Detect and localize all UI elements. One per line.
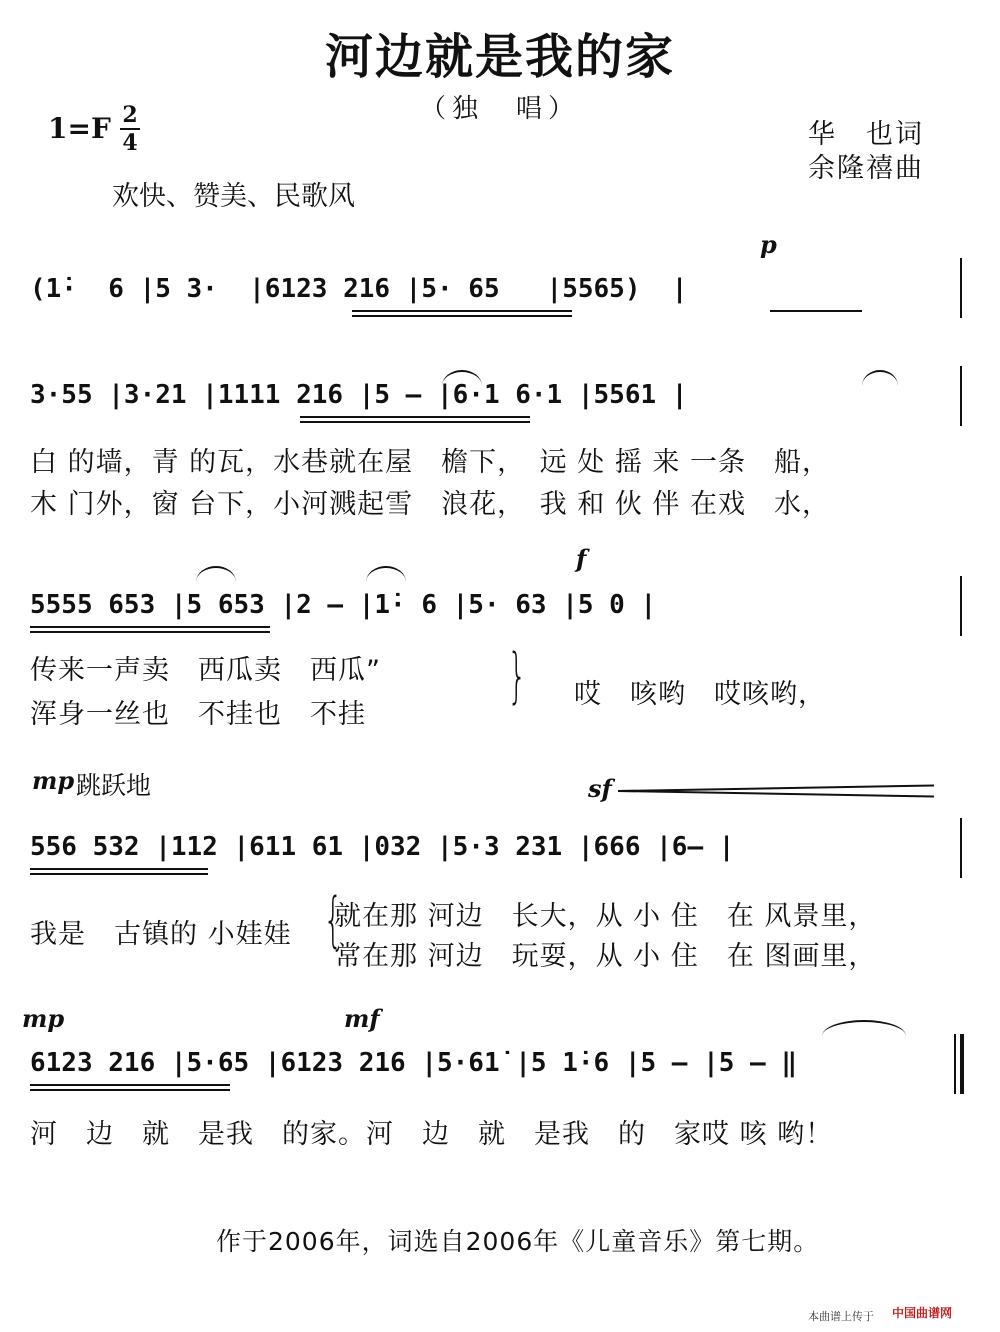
notation-line: 3·55 |3·21 |1111 216 |5 – |6·1 6·1 |5561 | bbox=[30, 380, 688, 410]
dynamic-mark: p bbox=[760, 230, 777, 259]
lyric-verse-1: 传来一声卖 西瓜卖 西瓜” bbox=[30, 655, 381, 686]
composition-note: 作于2006年，词选自2006年《儿童音乐》第七期。 bbox=[216, 1227, 820, 1256]
site-logo: 中国曲谱网 bbox=[892, 1306, 953, 1320]
lyric-shared: 我是 古镇的 小娃娃 bbox=[30, 919, 292, 950]
composer-credit: 余隆禧曲 bbox=[808, 153, 924, 184]
lyric-verse-1: 白 的墙，青 的瓦，水巷就在屋 檐下， 远 处 摇 来 一条 船， bbox=[30, 447, 830, 478]
dynamic-mark: mp bbox=[22, 1004, 65, 1033]
dynamic-mark: mf bbox=[344, 1004, 380, 1033]
time-signature-bottom: 4 bbox=[122, 130, 138, 156]
upload-note: 本曲谱上传于 bbox=[808, 1310, 874, 1323]
tempo-marking: 欢快、赞美、民歌风 bbox=[112, 181, 355, 212]
lyric-verse-2: 常在那 河边 玩耍，从 小 住 在 图画里， bbox=[334, 941, 877, 972]
lyric-refrain: 哎 咳哟 哎咳哟， bbox=[574, 679, 826, 710]
dynamic-mark: mp bbox=[32, 766, 75, 795]
lyric-verse-1: 就在那 河边 长大，从 小 住 在 风景里， bbox=[334, 901, 877, 932]
verse-brace: { bbox=[323, 885, 343, 955]
time-signature bbox=[120, 104, 140, 154]
notation-line: 5555 653 |5 653 |2 – |1̇· 6 |5· 63 |5 0 | bbox=[30, 590, 657, 620]
key-signature: 1=F bbox=[48, 112, 111, 145]
lyric-verse-2: 木 门外，窗 台下，小河溅起雪 浪花， 我 和 伙 伴 在戏 水， bbox=[30, 489, 830, 520]
time-signature-top: 2 bbox=[122, 102, 138, 128]
notation-line: 556 532 |112 |611 61 |032 |5·3 231 |666 |6– | bbox=[30, 832, 735, 862]
notation-line: (1̇· 6 |5 3· |6123 216 |5· 65 |5565) | bbox=[30, 274, 688, 304]
performance-type: （独 唱） bbox=[419, 94, 580, 124]
lyric-verse-1: 河 边 就 是我 的家。河 边 就 是我 的 家哎 咳 哟！ bbox=[30, 1119, 834, 1150]
verse-brace: } bbox=[507, 641, 527, 711]
lyricist-credit: 华 也词 bbox=[808, 119, 924, 150]
song-title: 河边就是我的家 bbox=[324, 29, 675, 85]
dynamic-mark: sf bbox=[588, 774, 612, 803]
lyric-verse-2: 浑身一丝也 不挂也 不挂 bbox=[30, 699, 366, 730]
dynamic-mark: f bbox=[576, 544, 587, 573]
notation-line: 6123 216 |5·65 |6123 216 |5·61̇ |5 1̇·6 |5 – |5 – ‖ bbox=[30, 1048, 798, 1078]
expression-mark: 跳跃地 bbox=[76, 771, 152, 800]
